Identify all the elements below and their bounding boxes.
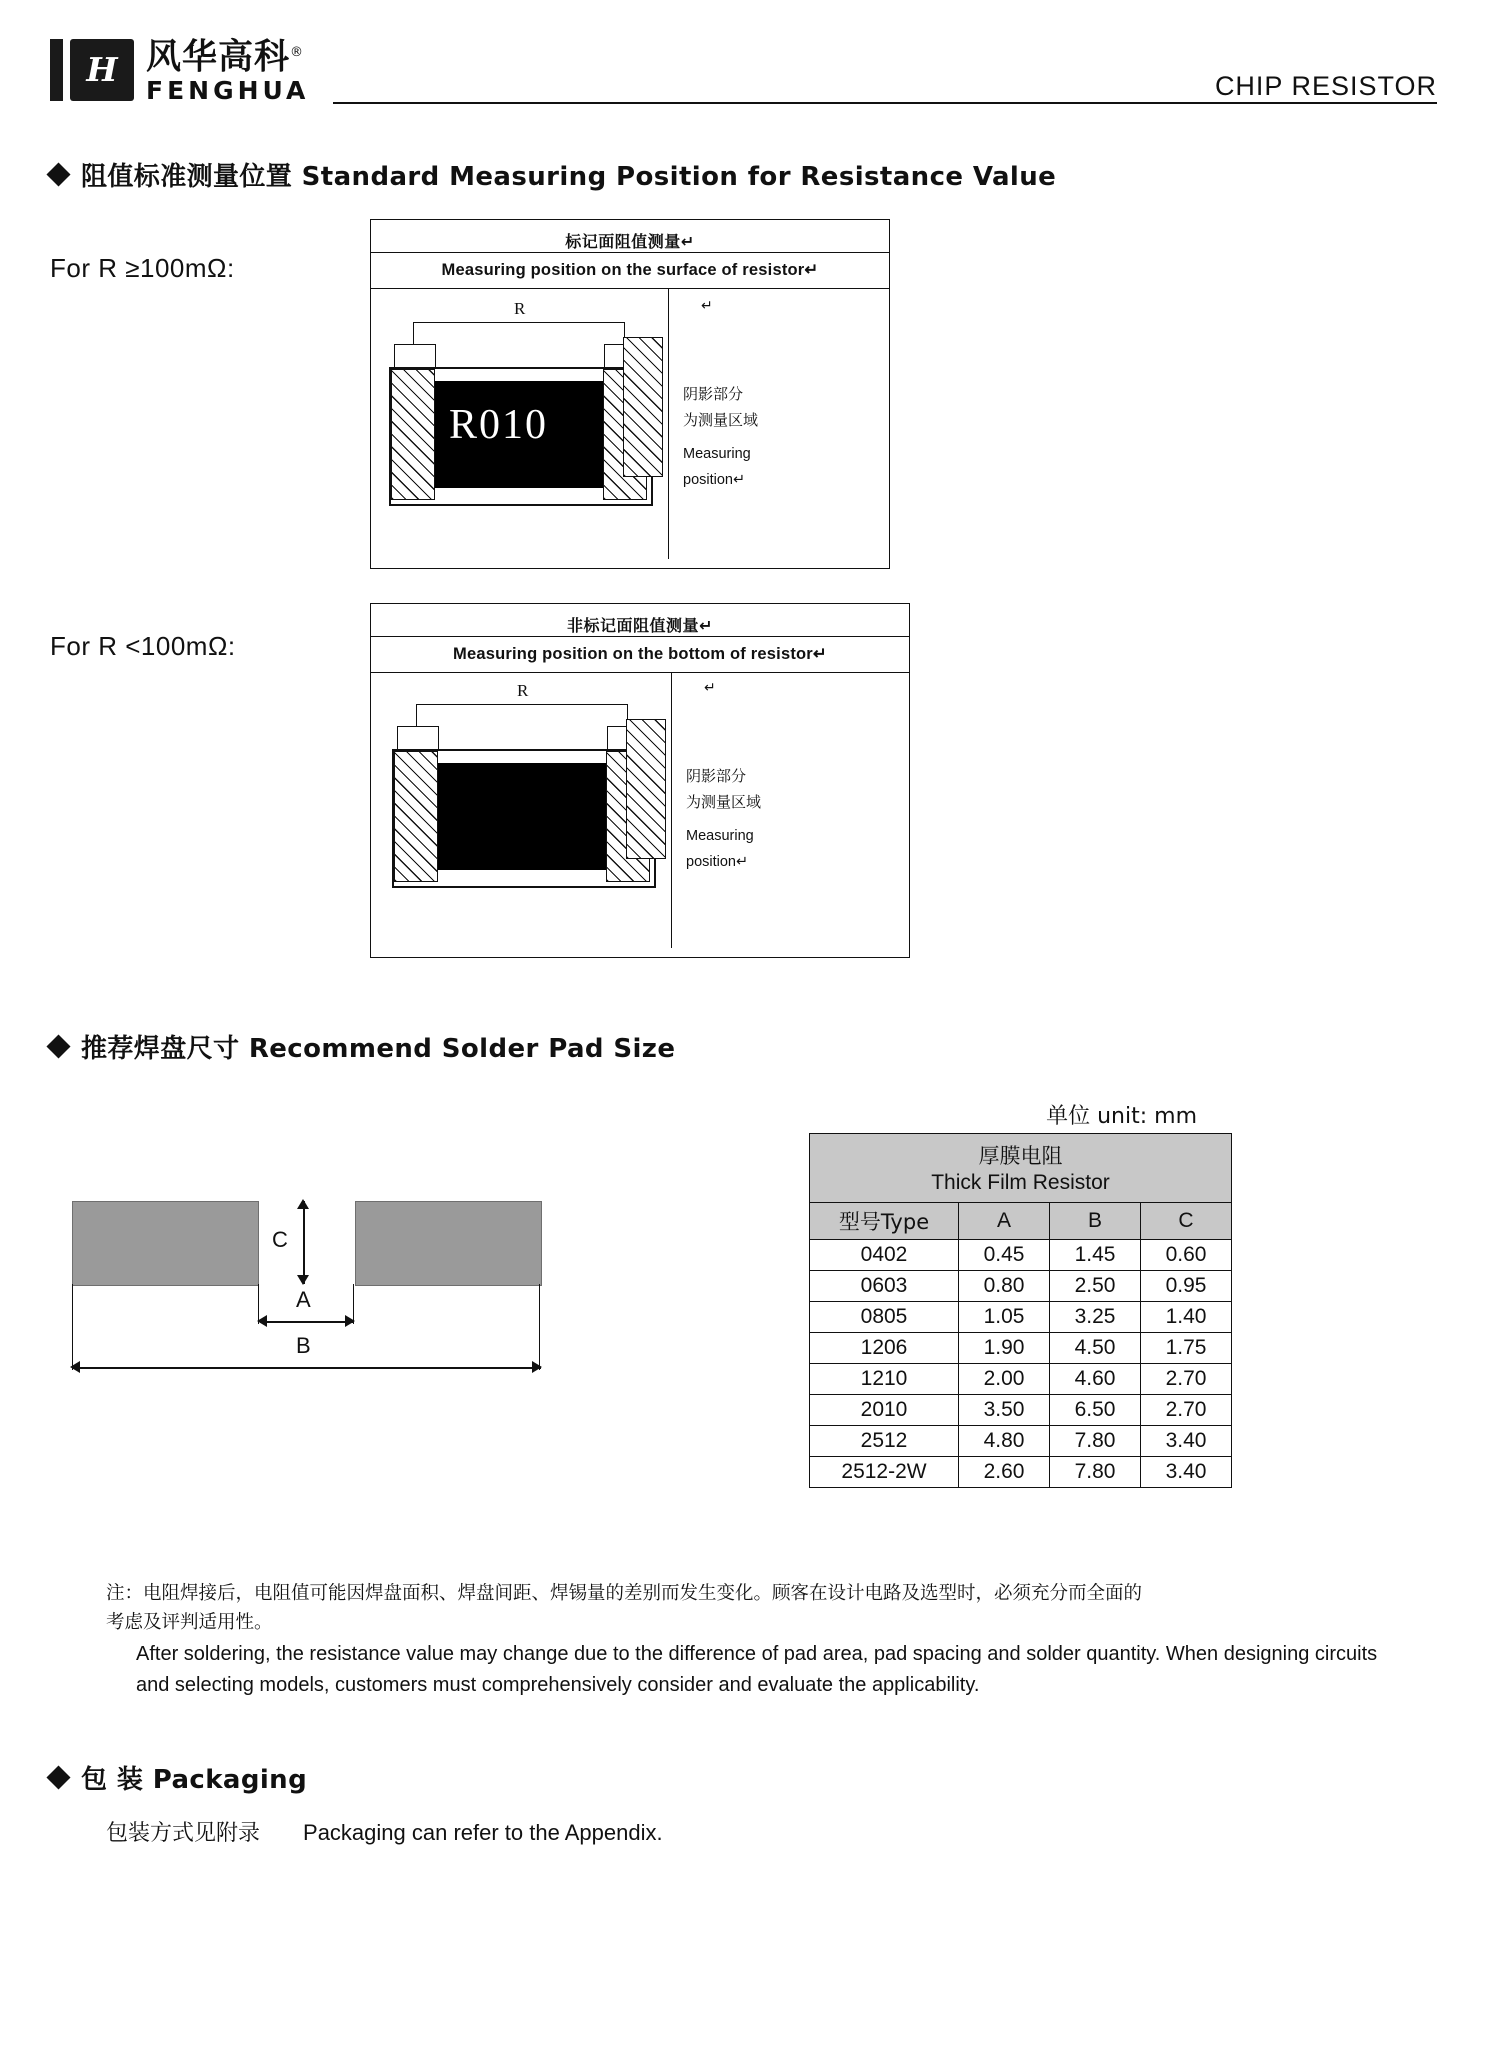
electrode-left-hatch: [391, 369, 435, 500]
table-header-type: 型号Type: [810, 1203, 959, 1240]
dim-label-b: B: [296, 1333, 311, 1358]
header-title: CHIP RESISTOR: [1201, 71, 1437, 102]
cell-type: 1210: [810, 1364, 959, 1395]
table-header-row: [810, 1203, 1232, 1240]
diamond-bullet-icon-3: [46, 1765, 70, 1789]
registered-mark: ®: [290, 44, 305, 60]
table-title-en: Thick Film Resistor: [810, 1171, 1232, 1203]
cell-c: 3.40: [1141, 1426, 1232, 1457]
table-subtitle-row: [810, 1171, 1232, 1203]
table-row: [810, 1457, 1232, 1488]
cell-c: 1.40: [1141, 1302, 1232, 1333]
r-dimension-label: R: [514, 299, 526, 318]
logo-text: [146, 35, 309, 106]
cell-c: 2.70: [1141, 1395, 1232, 1426]
cell-b: 7.80: [1050, 1426, 1141, 1457]
dim-label-a: A: [296, 1287, 311, 1312]
cell-b: 4.50: [1050, 1333, 1141, 1364]
cell-type: 2010: [810, 1395, 959, 1426]
packaging-cn: 包装方式见附录: [106, 1821, 261, 1846]
note-block: [50, 1579, 1437, 1701]
section3-title-text: 包 装 Packaging: [81, 1765, 308, 1795]
figure2-title-en: Measuring position on the bottom of resistor↵: [453, 645, 827, 663]
side-note-cn-2: 为测量区域: [683, 411, 759, 429]
cell-type: 2512: [810, 1426, 959, 1457]
side-note2-en-2: position↵: [686, 854, 749, 870]
chip-marking-text: R010: [449, 402, 549, 448]
figure2-body: [371, 673, 909, 948]
figure-bottom-measuring: [370, 603, 910, 958]
measuring-label-low: For R <100mΩ:: [50, 631, 236, 661]
cell-a: 2.60: [959, 1457, 1050, 1488]
measuring-row-low-resistance: [50, 603, 1437, 958]
logo-chinese-name: 风华高科®: [146, 37, 305, 78]
cell-b: 6.50: [1050, 1395, 1141, 1426]
table-row: [810, 1364, 1232, 1395]
figure-title-cn: 标记面阻值测量↵: [565, 232, 695, 251]
side-note-en-2: position↵: [683, 472, 746, 488]
solder-pad-diagram: [60, 1175, 580, 1435]
cell-c: 2.70: [1141, 1364, 1232, 1395]
header-divider: [333, 102, 1437, 104]
logo-letter: H: [86, 50, 118, 89]
fenghua-logo-icon: [50, 39, 134, 101]
side-note-en-1: Measuring: [683, 446, 751, 462]
cell-b: 2.50: [1050, 1271, 1141, 1302]
table-row: [810, 1240, 1232, 1271]
cell-a: 3.50: [959, 1395, 1050, 1426]
table-row: [810, 1426, 1232, 1457]
cell-c: 0.95: [1141, 1271, 1232, 1302]
cell-type: 1206: [810, 1333, 959, 1364]
section-heading-measuring-position: [50, 156, 1437, 193]
pad-right: [355, 1201, 542, 1286]
page-header: [50, 0, 1437, 118]
section-heading-packaging: [50, 1759, 1437, 1796]
note-cn-line2: 考虑及评判适用性。: [106, 1612, 273, 1633]
diamond-bullet-icon-2: [46, 1034, 70, 1058]
logo-english-name: FENGHUA: [146, 76, 310, 106]
cell-a: 1.90: [959, 1333, 1050, 1364]
cell-a: 4.80: [959, 1426, 1050, 1457]
measuring-label-high: For R ≥100mΩ:: [50, 253, 235, 283]
table-row: [810, 1271, 1232, 1302]
cell-b: 7.80: [1050, 1457, 1141, 1488]
cell-type: 0402: [810, 1240, 959, 1271]
section2-title-text: 推荐焊盘尺寸 Recommend Solder Pad Size: [81, 1034, 676, 1064]
figure-title-en: Measuring position on the surface of resistor↵: [441, 261, 819, 279]
figure2-title-cn: 非标记面阻值测量↵: [567, 616, 713, 635]
cell-b: 3.25: [1050, 1302, 1141, 1333]
side-note2-en-1: Measuring: [686, 828, 754, 844]
diamond-bullet-icon: [46, 162, 70, 186]
table-title-row: [810, 1134, 1232, 1172]
electrode-left-hatch-2: [394, 751, 438, 882]
table-row: [810, 1333, 1232, 1364]
cell-a: 0.80: [959, 1271, 1050, 1302]
table-row: [810, 1302, 1232, 1333]
cell-c: 1.75: [1141, 1333, 1232, 1364]
table-header-b: B: [1050, 1203, 1141, 1240]
resistor-body-2: [438, 763, 606, 870]
solder-pad-block: [50, 1085, 1437, 1555]
unit-label: 单位 unit: mm: [1046, 1104, 1197, 1129]
cell-c: 3.40: [1141, 1457, 1232, 1488]
table-header-c: C: [1141, 1203, 1232, 1240]
packaging-en: Packaging can refer to the Appendix.: [303, 1820, 663, 1845]
figure-body: [371, 289, 889, 559]
measuring-row-high-resistance: [50, 219, 1437, 569]
cell-type: 2512-2W: [810, 1457, 959, 1488]
return-mark: ↵: [701, 297, 713, 313]
cell-type: 0805: [810, 1302, 959, 1333]
section-heading-solder-pad: [50, 1028, 1437, 1065]
note-cn-line1: 注：电阻焊接后，电阻值可能因焊盘面积、焊盘间距、焊锡量的差别而发生变化。顾客在设计电路及选型时，必须充分而全面的: [106, 1583, 1143, 1604]
table-title-cn: 厚膜电阻: [810, 1134, 1232, 1172]
cell-c: 0.60: [1141, 1240, 1232, 1271]
figure-surface-measuring: [370, 219, 890, 569]
cell-a: 0.45: [959, 1240, 1050, 1271]
cell-type: 0603: [810, 1271, 959, 1302]
cell-b: 1.45: [1050, 1240, 1141, 1271]
solder-pad-table: [809, 1133, 1232, 1488]
section-title-text: 阻值标准测量位置 Standard Measuring Position for Resistance Value: [81, 162, 1057, 192]
cell-b: 4.60: [1050, 1364, 1141, 1395]
side-note-cn-1: 阴影部分: [683, 385, 744, 403]
table-row: [810, 1395, 1232, 1426]
packaging-line: [50, 1816, 1437, 1847]
note-en: After soldering, the resistance value may change due to the difference of pad area, pad spacing and solder quantity. When designing circuits and selecting models, customers must comprehensively consider and evaluate the applicability.: [136, 1643, 1378, 1696]
cell-a: 2.00: [959, 1364, 1050, 1395]
pad-left: [72, 1201, 259, 1286]
side-note2-cn-2: 为测量区域: [686, 793, 762, 811]
dim-label-c: C: [272, 1227, 288, 1252]
return-mark-2: ↵: [704, 679, 716, 695]
table-header-a: A: [959, 1203, 1050, 1240]
r-dimension-label-2: R: [517, 681, 529, 700]
cell-a: 1.05: [959, 1302, 1050, 1333]
side-note2-cn-1: 阴影部分: [686, 767, 747, 785]
